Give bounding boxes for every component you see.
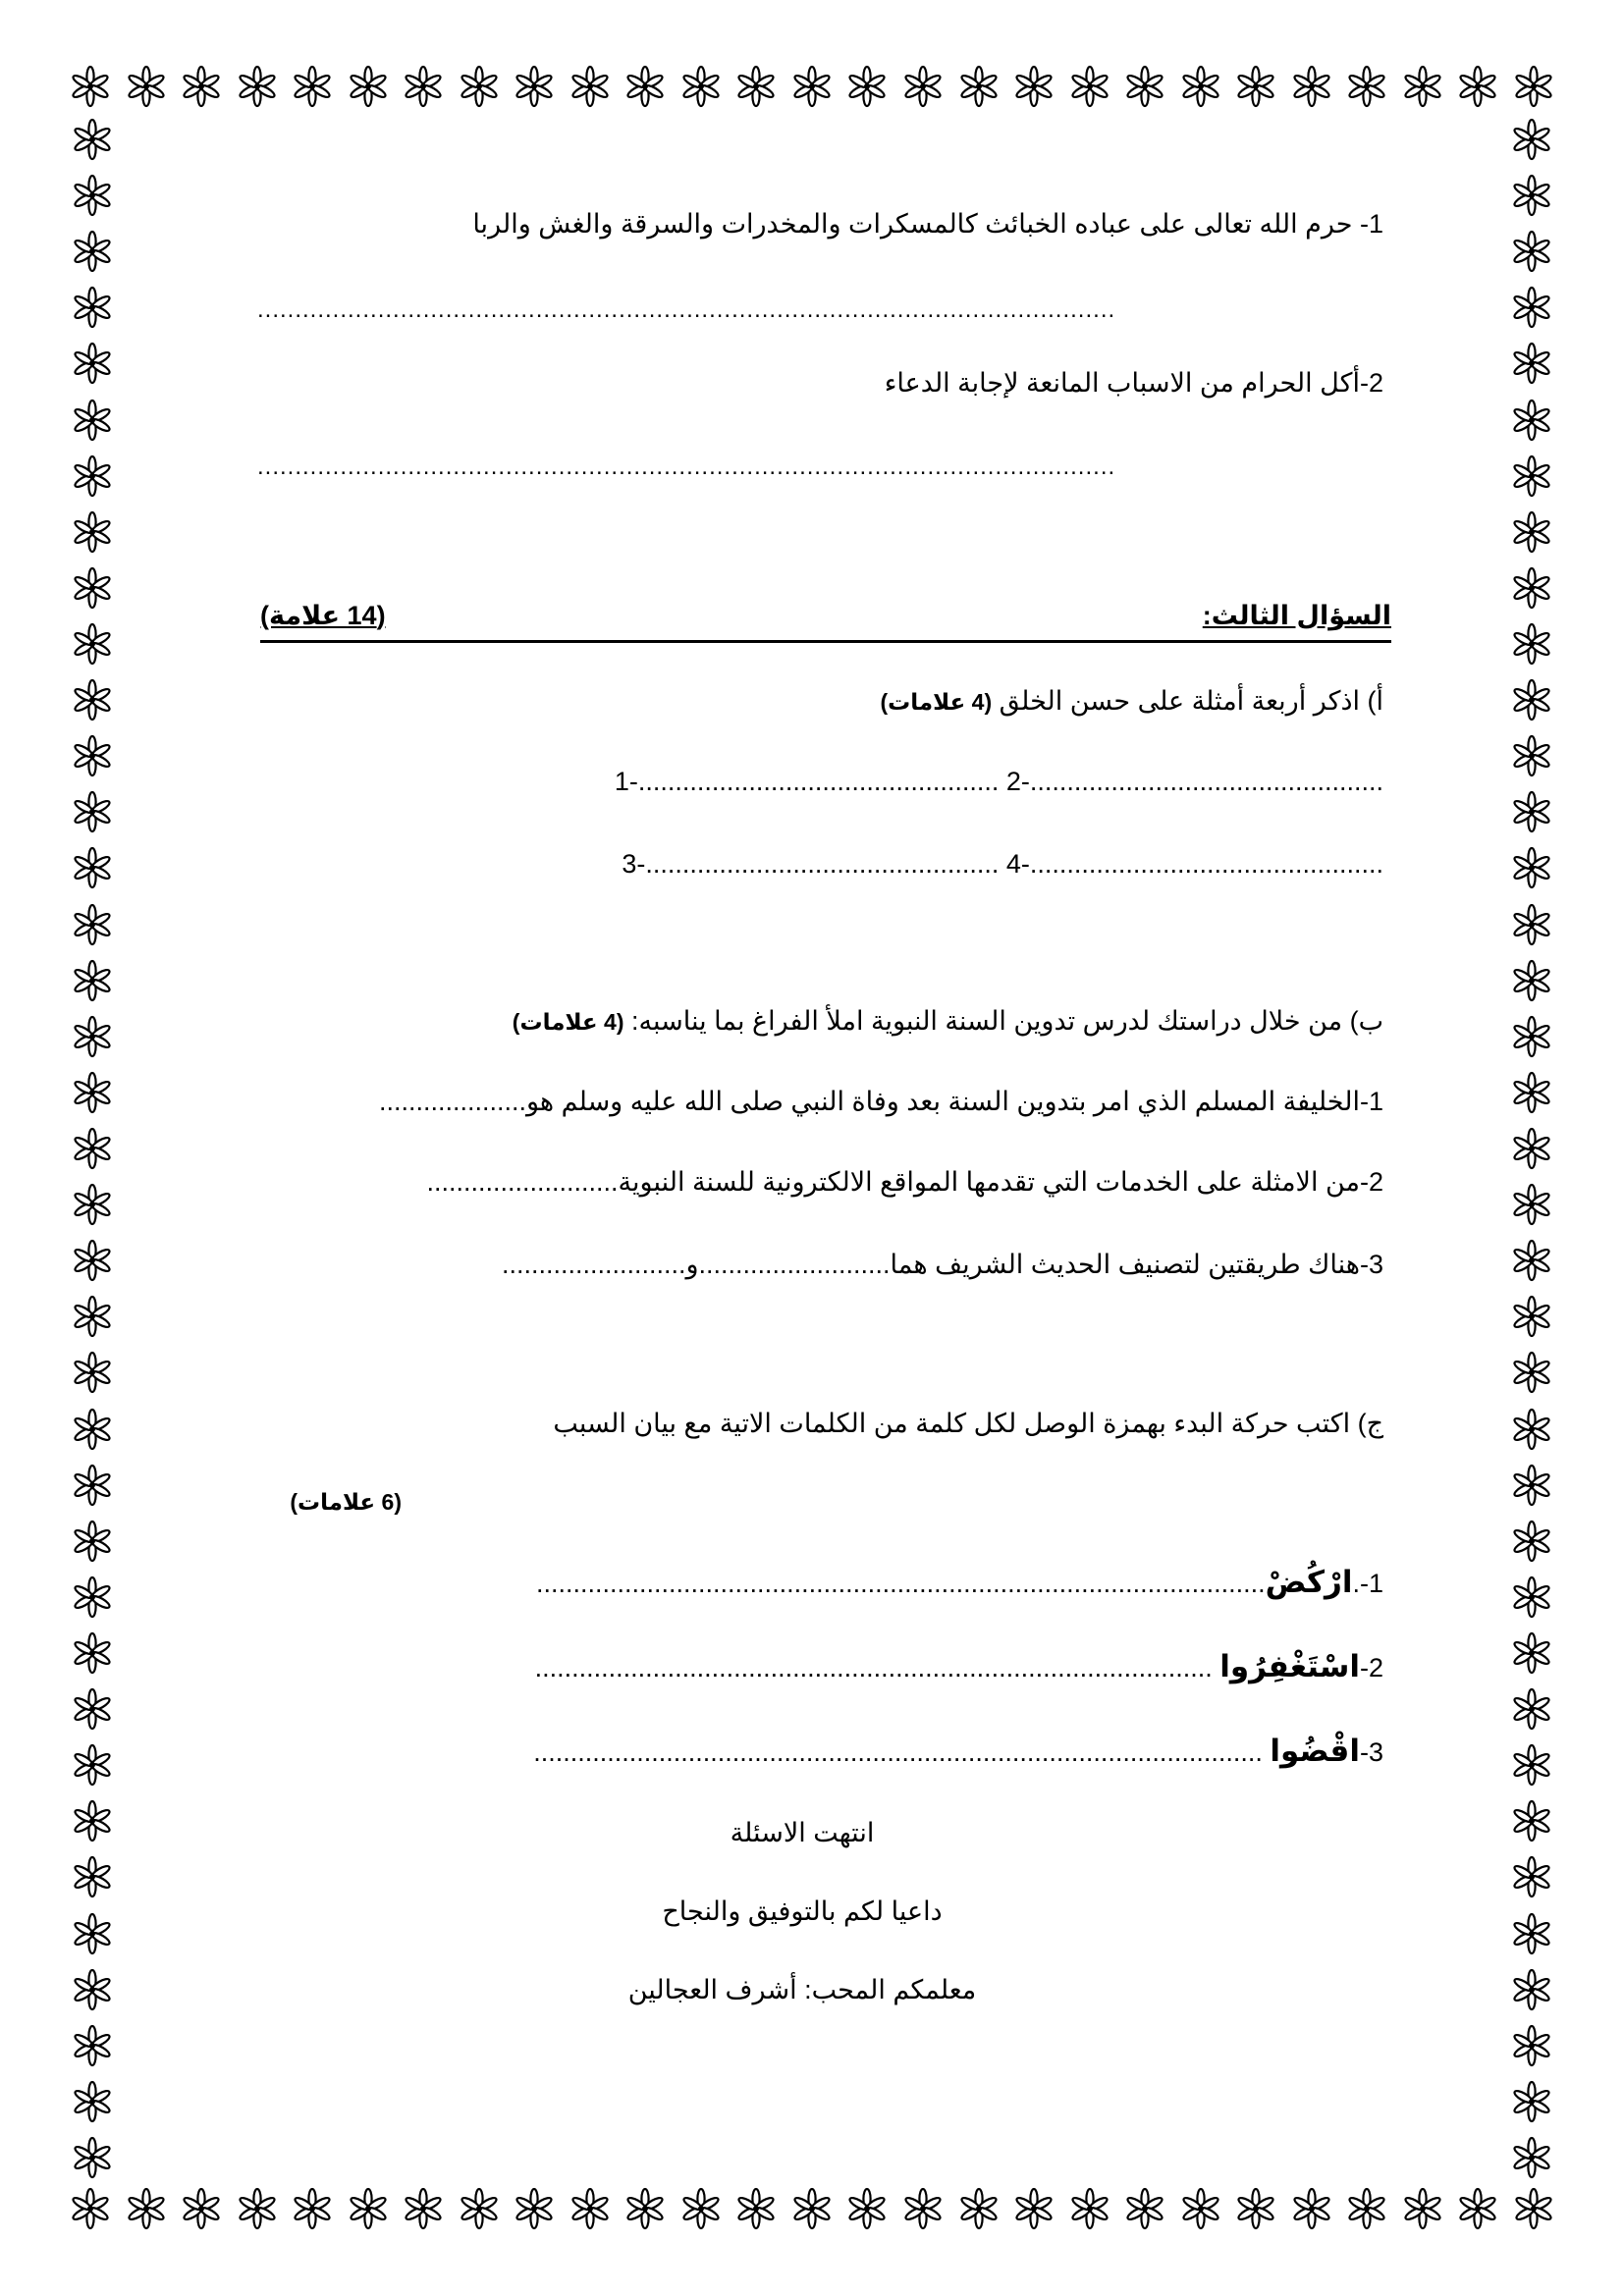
asterisk-flower-icon	[125, 2187, 168, 2230]
asterisk-flower-icon	[623, 65, 667, 108]
asterisk-flower-icon	[1510, 1015, 1553, 1058]
asterisk-flower-icon	[347, 65, 390, 108]
asterisk-flower-icon	[71, 790, 114, 833]
part-b-marks: (4 علامات)	[512, 1009, 624, 1035]
asterisk-flower-icon	[458, 65, 501, 108]
asterisk-flower-icon	[1123, 65, 1166, 108]
asterisk-flower-icon	[71, 174, 114, 217]
asterisk-flower-icon	[402, 65, 445, 108]
asterisk-flower-icon	[71, 1015, 114, 1058]
asterisk-flower-icon	[291, 2187, 334, 2230]
part-b-item-2[interactable]: 2-من الامثلة على الخدمات التي تقدمها المواقع الالكترونية للسنة النبوية..........................	[426, 1167, 1383, 1197]
asterisk-flower-icon	[71, 510, 114, 554]
asterisk-flower-icon	[1068, 2187, 1111, 2230]
asterisk-flower-icon	[71, 1127, 114, 1170]
section-a-item-1: 1- حرم الله تعالى على عباده الخبائث كالمسكرات والمخدرات والسرقة والغش والربا	[472, 209, 1383, 239]
part-c-word-2-text: اسْتَغْفِرُوا	[1219, 1649, 1360, 1683]
asterisk-flower-icon	[1510, 1127, 1553, 1170]
asterisk-flower-icon	[1510, 1183, 1553, 1226]
asterisk-flower-icon	[1456, 2187, 1499, 2230]
asterisk-flower-icon	[236, 65, 279, 108]
part-c-marks: (6 علامات)	[290, 1489, 402, 1515]
asterisk-flower-icon	[1510, 399, 1553, 442]
asterisk-flower-icon	[71, 846, 114, 889]
asterisk-flower-icon	[347, 2187, 390, 2230]
asterisk-flower-icon	[125, 65, 168, 108]
part-a-answer-row-2[interactable]	[622, 846, 1383, 881]
section-a-item-2: 2-أكل الحرام من الاسباب المانعة لإجابة الدعاء	[884, 368, 1383, 398]
asterisk-flower-icon	[69, 2187, 112, 2230]
asterisk-flower-icon	[1012, 2187, 1056, 2230]
asterisk-flower-icon	[1510, 286, 1553, 329]
asterisk-flower-icon	[513, 65, 556, 108]
asterisk-flower-icon	[291, 65, 334, 108]
asterisk-flower-icon	[1123, 2187, 1166, 2230]
asterisk-flower-icon	[71, 959, 114, 1002]
asterisk-flower-icon	[957, 65, 1001, 108]
asterisk-flower-icon	[1510, 230, 1553, 273]
asterisk-flower-icon	[402, 2187, 445, 2230]
asterisk-flower-icon	[71, 1464, 114, 1507]
asterisk-flower-icon	[1179, 65, 1222, 108]
page-border-bottom	[69, 2179, 1555, 2238]
asterisk-flower-icon	[1510, 1631, 1553, 1675]
part-c-prompt: ج) اكتب حركة البدء بهمزة الوصل لكل كلمة من الكلمات الاتية مع بيان السبب	[553, 1409, 1383, 1438]
asterisk-flower-icon	[1510, 846, 1553, 889]
asterisk-flower-icon	[1510, 118, 1553, 161]
part-b-item-1[interactable]: 1-الخليفة المسلم الذي امر بتدوين السنة بعد وفاة النبي صلى الله عليه وسلم هو....................	[378, 1087, 1383, 1116]
asterisk-flower-icon	[1510, 1071, 1553, 1114]
asterisk-flower-icon	[71, 1575, 114, 1619]
asterisk-flower-icon	[71, 566, 114, 610]
asterisk-flower-icon	[71, 1855, 114, 1898]
part-c-word-1-number: 1-.	[1352, 1569, 1383, 1598]
asterisk-flower-icon	[1512, 2187, 1555, 2230]
asterisk-flower-icon	[1179, 2187, 1222, 2230]
part-c-word-3[interactable]	[533, 1734, 1383, 1770]
part-c-word-3-dots[interactable]: ...................................................................................................	[533, 1737, 1271, 1767]
asterisk-flower-icon	[71, 1071, 114, 1114]
part-c-word-3-text: اقْضُوا	[1270, 1734, 1360, 1768]
asterisk-flower-icon	[1510, 2024, 1553, 2067]
part-c-word-1-dots[interactable]: ...................................................................................................	[536, 1569, 1266, 1598]
part-a-answer-row-2-text[interactable]: 3-................................................ 4-................................................	[622, 849, 1383, 879]
asterisk-flower-icon	[957, 2187, 1001, 2230]
part-c-word-1[interactable]	[536, 1565, 1383, 1601]
asterisk-flower-icon	[71, 2080, 114, 2123]
asterisk-flower-icon	[1234, 2187, 1277, 2230]
part-a-marks: (4 علامات)	[880, 689, 993, 715]
asterisk-flower-icon	[568, 65, 612, 108]
asterisk-flower-icon	[1510, 1408, 1553, 1451]
asterisk-flower-icon	[790, 2187, 834, 2230]
asterisk-flower-icon	[1510, 678, 1553, 721]
closing-line-2: داعيا لكم بالتوفيق والنجاح	[662, 1896, 943, 1926]
answer-line-1[interactable]: ..................................................................................................................	[257, 296, 1116, 323]
asterisk-flower-icon	[1290, 65, 1333, 108]
part-b-prompt	[513, 1003, 1383, 1040]
answer-line-2[interactable]: ..................................................................................................................	[257, 454, 1116, 480]
asterisk-flower-icon	[71, 2024, 114, 2067]
asterisk-flower-icon	[71, 230, 114, 273]
asterisk-flower-icon	[513, 2187, 556, 2230]
page-border-top	[69, 57, 1555, 116]
closing-line-1: انتهت الاسئلة	[730, 1818, 875, 1847]
question-3-marks: (14 علامة)	[260, 601, 386, 630]
asterisk-flower-icon	[1510, 790, 1553, 833]
asterisk-flower-icon	[71, 118, 114, 161]
asterisk-flower-icon	[71, 1183, 114, 1226]
asterisk-flower-icon	[623, 2187, 667, 2230]
asterisk-flower-icon	[845, 65, 889, 108]
asterisk-flower-icon	[1510, 174, 1553, 217]
question-3-title: السؤال الثالث:	[1202, 601, 1391, 630]
part-c-word-2-number: 2-	[1359, 1653, 1383, 1682]
asterisk-flower-icon	[1510, 1743, 1553, 1787]
asterisk-flower-icon	[71, 1520, 114, 1563]
asterisk-flower-icon	[71, 734, 114, 777]
part-c-word-3-number: 3-	[1359, 1737, 1383, 1767]
asterisk-flower-icon	[1401, 65, 1444, 108]
asterisk-flower-icon	[790, 65, 834, 108]
asterisk-flower-icon	[1510, 1239, 1553, 1282]
asterisk-flower-icon	[1510, 342, 1553, 385]
asterisk-flower-icon	[734, 65, 778, 108]
asterisk-flower-icon	[1510, 1351, 1553, 1394]
closing-line-3: معلمكم المحب: أشرف العجالين	[627, 1975, 977, 2004]
part-b-prompt-text: ب) من خلال دراستك لدرس تدوين السنة النبوية املأ الفراغ بما يناسبه:	[631, 1006, 1383, 1036]
asterisk-flower-icon	[679, 65, 723, 108]
asterisk-flower-icon	[71, 1743, 114, 1787]
asterisk-flower-icon	[1510, 1520, 1553, 1563]
asterisk-flower-icon	[845, 2187, 889, 2230]
asterisk-flower-icon	[1510, 2080, 1553, 2123]
asterisk-flower-icon	[236, 2187, 279, 2230]
asterisk-flower-icon	[1510, 1464, 1553, 1507]
asterisk-flower-icon	[71, 342, 114, 385]
asterisk-flower-icon	[1345, 65, 1388, 108]
asterisk-flower-icon	[71, 1687, 114, 1731]
asterisk-flower-icon	[69, 65, 112, 108]
asterisk-flower-icon	[71, 622, 114, 666]
asterisk-flower-icon	[1512, 65, 1555, 108]
asterisk-flower-icon	[458, 2187, 501, 2230]
part-a-answer-row-1-text[interactable]: 1-................................................. 2-................................................	[614, 767, 1383, 796]
asterisk-flower-icon	[1510, 510, 1553, 554]
part-b-item-3[interactable]: 3-هناك طريقتين لتصنيف الحديث الشريف هما..........................و.........................	[501, 1250, 1383, 1279]
asterisk-flower-icon	[568, 2187, 612, 2230]
asterisk-flower-icon	[71, 1239, 114, 1282]
asterisk-flower-icon	[71, 1351, 114, 1394]
asterisk-flower-icon	[71, 2136, 114, 2179]
part-c-word-2-dots[interactable]: ............................................................................................	[534, 1653, 1220, 1682]
asterisk-flower-icon	[901, 65, 945, 108]
asterisk-flower-icon	[1510, 903, 1553, 946]
asterisk-flower-icon	[901, 2187, 945, 2230]
asterisk-flower-icon	[1401, 2187, 1444, 2230]
part-a-answer-row-1[interactable]	[615, 764, 1383, 799]
asterisk-flower-icon	[71, 286, 114, 329]
asterisk-flower-icon	[1510, 1687, 1553, 1731]
question-3-header	[260, 593, 1391, 643]
part-c-word-2[interactable]	[535, 1649, 1383, 1685]
part-c-word-1-text: ارْكُضْ	[1265, 1565, 1353, 1599]
asterisk-flower-icon	[1510, 1855, 1553, 1898]
asterisk-flower-icon	[1510, 622, 1553, 666]
asterisk-flower-icon	[1234, 65, 1277, 108]
asterisk-flower-icon	[71, 1408, 114, 1451]
asterisk-flower-icon	[1510, 454, 1553, 498]
asterisk-flower-icon	[1510, 734, 1553, 777]
asterisk-flower-icon	[180, 65, 223, 108]
asterisk-flower-icon	[1510, 1575, 1553, 1619]
part-a-prompt-text: أ) اذكر أربعة أمثلة على حسن الخلق	[999, 686, 1383, 716]
asterisk-flower-icon	[1510, 566, 1553, 610]
asterisk-flower-icon	[1068, 65, 1111, 108]
page-border-right	[1502, 118, 1561, 2179]
asterisk-flower-icon	[679, 2187, 723, 2230]
asterisk-flower-icon	[1012, 65, 1056, 108]
asterisk-flower-icon	[1345, 2187, 1388, 2230]
asterisk-flower-icon	[180, 2187, 223, 2230]
asterisk-flower-icon	[1290, 2187, 1333, 2230]
asterisk-flower-icon	[71, 678, 114, 721]
asterisk-flower-icon	[1456, 65, 1499, 108]
part-a-prompt	[880, 683, 1383, 720]
asterisk-flower-icon	[71, 1295, 114, 1338]
asterisk-flower-icon	[71, 1631, 114, 1675]
asterisk-flower-icon	[734, 2187, 778, 2230]
asterisk-flower-icon	[71, 903, 114, 946]
asterisk-flower-icon	[71, 399, 114, 442]
page-border-left	[63, 118, 122, 2179]
asterisk-flower-icon	[71, 454, 114, 498]
asterisk-flower-icon	[1510, 2136, 1553, 2179]
asterisk-flower-icon	[1510, 1295, 1553, 1338]
asterisk-flower-icon	[1510, 959, 1553, 1002]
